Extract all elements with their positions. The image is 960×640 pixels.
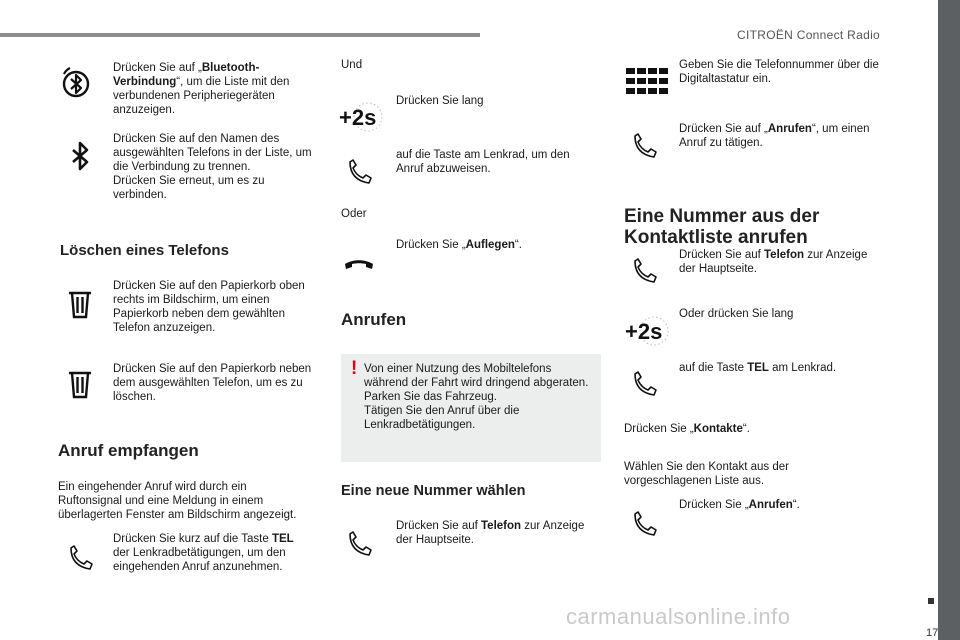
contact-long-text: Oder drücken Sie lang — [679, 308, 794, 320]
contact-step1-text: Drücken Sie auf Telefon zur Anzeige der Hauptseite. — [679, 249, 868, 275]
long-press-text: Drücken Sie lang — [396, 95, 484, 107]
watermark: carmanualsonline.info — [566, 604, 791, 629]
page-end-marker — [928, 598, 934, 604]
trash-icon — [62, 286, 98, 322]
keypad-icon — [626, 68, 668, 94]
hangup-text: Drücken Sie „Auflegen“. — [396, 239, 522, 251]
delete-step2-text: Drücken Sie auf den Papierkorb neben dem ausgewählten Telefon, um es zu löschen. — [113, 363, 312, 403]
page-number: 17 — [926, 627, 939, 639]
new-number-heading: Eine neue Nummer wählen — [341, 483, 526, 499]
delete-step1-text: Drücken Sie auf den Papierkorb oben rechts im Bildschirm, um einen Papierkorb neben dem gewählten Telefon anzuzeigen. — [113, 280, 305, 334]
keypad-text: Geben Sie die Telefonnummer über die Digitaltastatur ein. — [679, 59, 879, 85]
header-title: CITROËN Connect Radio — [737, 28, 881, 42]
bluetooth-icon — [62, 138, 98, 174]
und-text: Und — [341, 59, 363, 71]
reject-text: auf die Taste am Lenkrad, um den Anruf abzuweisen. — [396, 149, 570, 175]
contact-tel-text: auf die Taste TEL am Lenkrad. — [679, 362, 837, 374]
choose-contact-text: Wählen Sie den Kontakt aus der vorgeschlagenen Liste aus. — [624, 461, 789, 487]
new-number-text: Drücken Sie auf Telefon zur Anzeige der Hauptseite. — [396, 520, 585, 546]
warning-box — [341, 354, 601, 462]
trash-icon — [62, 366, 98, 402]
phone-handset-icon — [626, 253, 662, 289]
phone-handset-icon — [626, 366, 662, 402]
phone-handset-icon — [341, 154, 377, 190]
call-step-text: Drücken Sie auf „Anrufen“, um einen Anruf zu tätigen. — [679, 123, 870, 149]
receive-intro-text: Ein eingehender Anruf wird durch ein Ruftonsignal und eine Meldung in einem überlagerten Fenster am Bildschirm angezeigt. — [58, 481, 297, 521]
contact-heading: Eine Nummer aus der Kontaktliste anrufen — [624, 206, 820, 248]
warning-icon: ! — [351, 358, 358, 379]
phone-handset-icon — [626, 128, 662, 164]
badge-2s-text: +2s — [339, 105, 377, 130]
badge-2s-text: +2s — [625, 319, 663, 344]
receive-step-text: Drücken Sie kurz auf die Taste TEL der Lenkradbetätigungen, um den eingehenden Anruf anzunehmen. — [113, 533, 294, 573]
phone-name-text: Drücken Sie auf den Namen des ausgewählten Telefons in der Liste, um die Verbindung zu trennen. Drücken Sie erneut, um es zu verbinden. — [113, 133, 312, 201]
phone-handset-icon — [341, 526, 377, 562]
oder-text: Oder — [341, 208, 367, 220]
warning-text: Von einer Nutzung des Mobiltelefons während der Fahrt wird dringend abgeraten. Parken Sie das Fahrzeug. Tätigen Sie den Anruf über die Lenkradbetätigungen. — [364, 363, 589, 431]
delete-phone-heading: Löschen eines Telefons — [60, 242, 229, 259]
call-heading: Anrufen — [341, 310, 407, 329]
bluetooth-menu-icon — [57, 64, 93, 100]
receive-call-heading: Anruf empfangen — [58, 441, 199, 460]
header-rule — [0, 33, 480, 37]
long-press-2s-icon — [338, 100, 384, 134]
page-edge-bar — [938, 0, 960, 640]
hangup-icon — [341, 247, 377, 283]
contacts-text: Drücken Sie „Kontakte“. — [624, 423, 750, 435]
phone-handset-icon — [62, 540, 98, 576]
phone-handset-icon — [626, 506, 662, 542]
final-call-text: Drücken Sie „Anrufen“. — [679, 499, 800, 511]
bluetooth-menu-text: Drücken Sie auf „Bluetooth-Verbindung“, um die Liste mit den verbundenen Peripheriegeräten anzuzeigen. — [113, 62, 290, 116]
long-press-2s-icon — [624, 314, 670, 348]
